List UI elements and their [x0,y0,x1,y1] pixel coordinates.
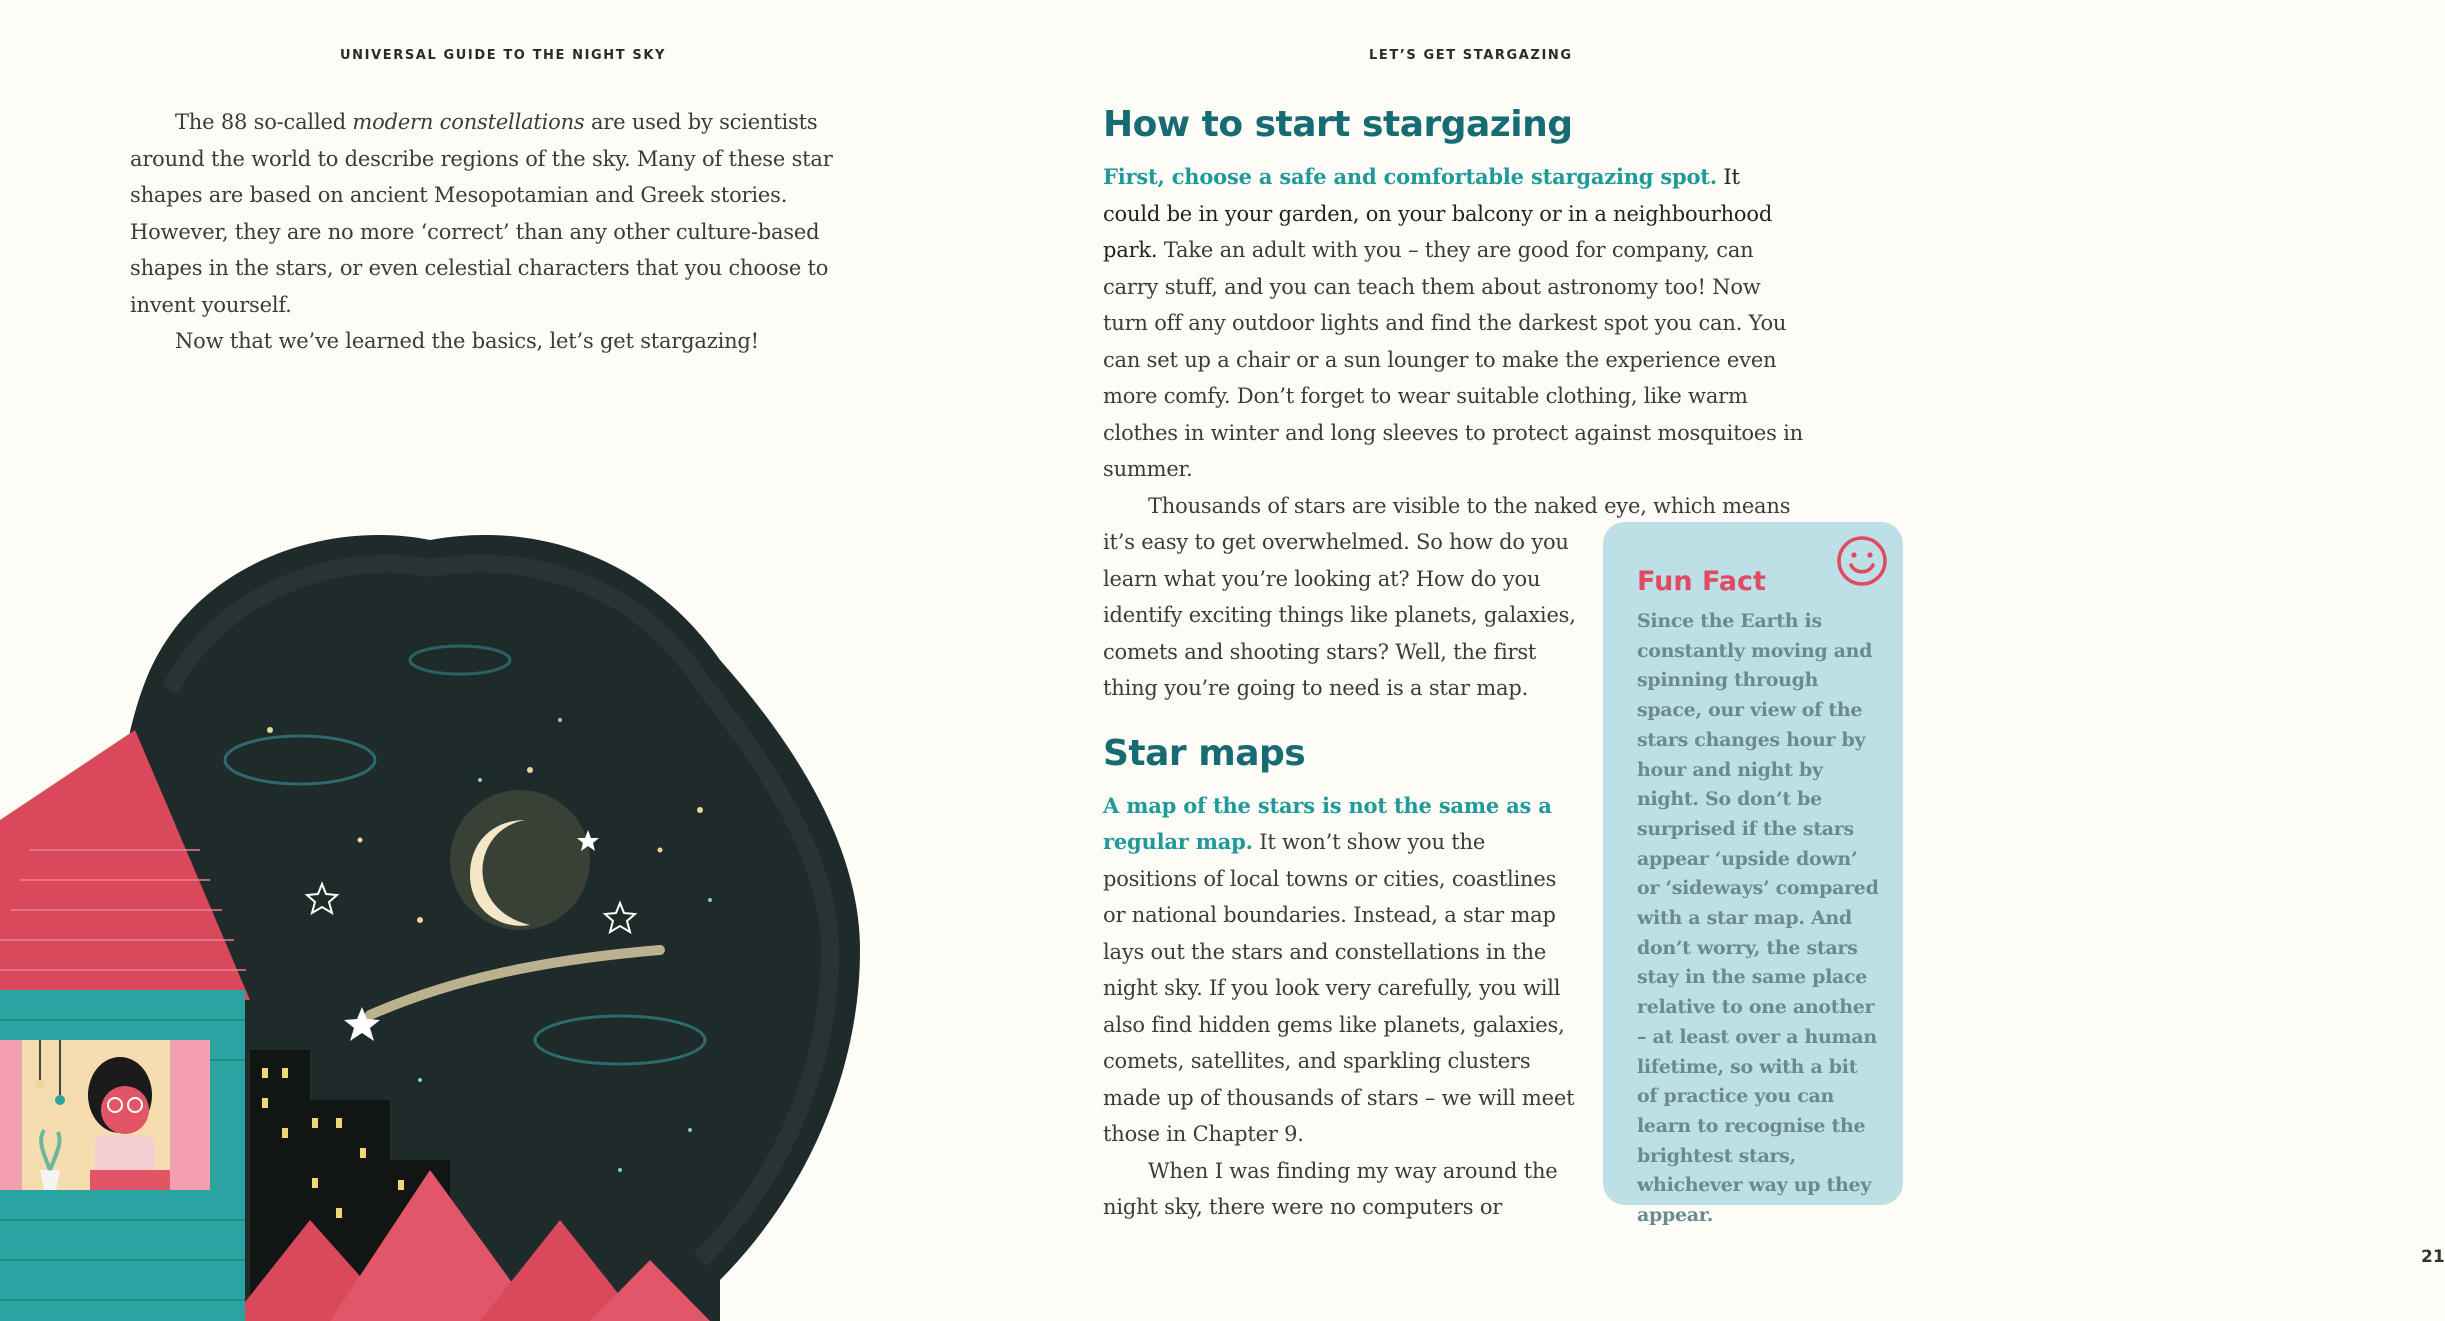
fun-fact-body: Since the Earth is constantly moving and spinning through space, our view of the stars changes hour by hour and night by night. So don’t be surprised if the stars appear ‘upside down’ or ‘sideways’ compared with a star map. And don’t worry, the stars stay in the same place relative to one another – at least over a human lifetime, so with a bit of practice you can learn to recognise the brightest stars, whichever way up they appear. [1637,610,1879,1227]
star-map-paragraph [1103,788,1583,1153]
lets-get-stargazing-paragraph: Now that we’ve learned the basics, let’s get stargazing! [175,329,759,353]
left-page-text [130,104,860,360]
window-shutter [0,1040,22,1190]
running-head-left: UNIVERSAL GUIDE TO THE NIGHT SKY [340,48,667,63]
finding-my-way-paragraph: When I was finding my way around the night sky, there were no computers or [1103,1158,1558,1219]
paragraph-text: are used by scientists around the world to describe regions of the sky. Many of these star shapes are based on ancient Mesopotamian and Greek stories. However, they are no more ‘correct’ than any other culture-based shapes in the stars, or even celestial characters that you choose to invent yourself. [130,110,833,317]
heading-star-maps: Star maps [1103,732,1306,774]
lead-text: First, choose a safe and comfortable stargazing spot. [1103,164,1717,189]
smiley-icon [1835,534,1889,588]
stargazing-spot-paragraph [1103,159,1803,488]
paragraph-text: The 88 so-called [175,110,353,134]
naked-eye-line: Thousands of stars are visible to the naked eye, which means [1148,493,1791,518]
emphasis-modern-constellations: modern constellations [352,110,585,134]
paragraph-text: Take an adult with you – they are good for company, can carry stuff, and you can teach them about astronomy too! Now turn off any outdoor lights and find the darkest spot you can. You can set up a chair or a sun lounger to make the experience even more comfy. Don’t forget to wear suitable clothing, like warm clothes in winter and long sleeves to protect against mosquitoes in summer. [1103,238,1803,481]
fun-fact-box [1603,522,1903,1227]
paragraph-text: It won’t show you the positions of local towns or cities, coastlines or national boundaries. Instead, a star map lays out the stars and constellations in the night sky. If you look very carefully, you will also find hidden gems like planets, galaxies, comets, satellites, and sparkling clusters made up of thousands of stars – we will meet those in Chapter 9. [1103,830,1575,1146]
constellations-paragraph [130,104,860,323]
window-shutter [170,1040,210,1190]
heading-how-to-start-stargazing: How to start stargazing [1103,104,1573,145]
running-head-right: LET’S GET STARGAZING [1369,48,1573,63]
paragraph-text: It could be in your garden, on your balcony or in a neighbourhood park. [1103,165,1773,262]
naked-eye-paragraph: it’s easy to get overwhelmed. So how do you learn what you’re looking at? How do you identify exciting things like planets, galaxies, comets and shooting stars? Well, the first thing you’re going to need is a star map. [1103,530,1576,700]
left-page [0,0,973,1321]
page-number: 21 [2421,1247,2445,1267]
lead-text: A map of the stars is not the same as a regular map. [1103,792,1552,854]
fun-fact-title: Fun Fact [1637,566,1766,597]
girl-at-window-night-sky-icon [0,520,900,1321]
